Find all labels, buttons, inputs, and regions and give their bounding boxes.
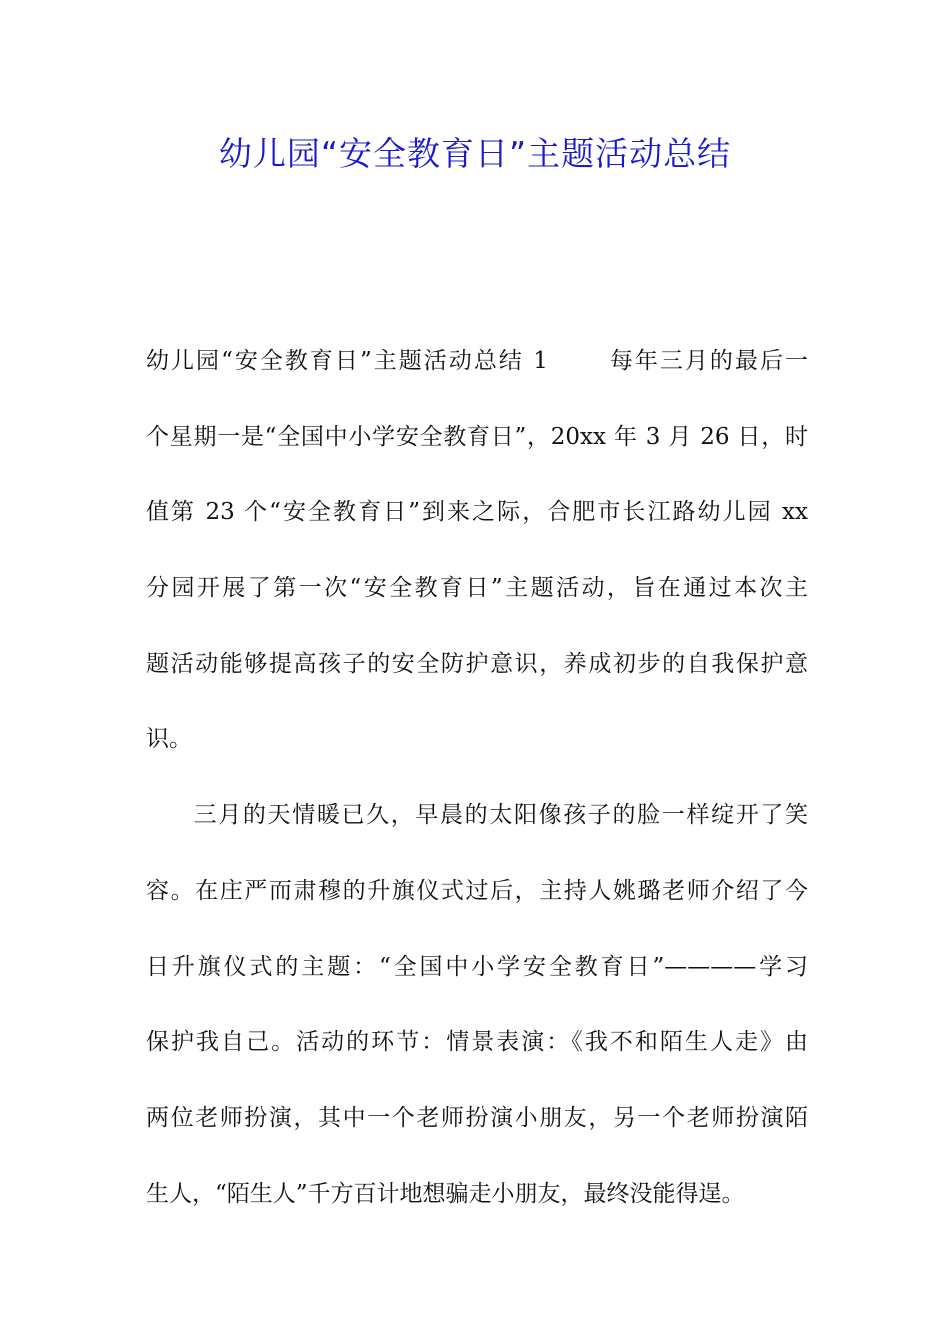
text-line: 识。 xyxy=(146,726,192,753)
text-line: 保护我自己。活动的环节：情景表演：《我不和陌生人走》由 xyxy=(146,1029,808,1056)
text-segment: 三月的天情暖已久，早晨的太阳像孩子的脸一样绽开了笑 xyxy=(192,802,808,829)
document-title: 幼儿园“安全教育日”主题活动总结 xyxy=(218,134,732,173)
text-line: 日升旗仪式的主题：“全国中小学安全教育日”————学习 xyxy=(146,953,808,980)
text-line: 个星期一是“全国中小学安全教育日”，20xx 年 3 月 26 日，时 xyxy=(146,423,808,450)
text-segment: 幼儿园“安全教育日”主题活动总结 1 xyxy=(146,348,548,374)
text-line: 两位老师扮演，其中一个老师扮演小朋友，另一个老师扮演陌 xyxy=(146,1104,808,1131)
document-body xyxy=(146,336,808,1244)
text-line: 分园开展了第一次“安全教育日”主题活动，旨在通过本次主 xyxy=(146,575,808,602)
text-line xyxy=(146,790,808,866)
text-segment: 每年三月的最后一 xyxy=(607,348,808,374)
paragraph-1 xyxy=(146,336,808,790)
text-line: 生人，“陌生人”千方百计地想骗走小朋友，最终没能得逞。 xyxy=(146,1180,745,1207)
text-line xyxy=(146,336,808,412)
paragraph-2 xyxy=(146,790,808,1244)
text-line: 容。在庄严而肃穆的升旗仪式过后，主持人姚璐老师介绍了今 xyxy=(146,877,808,904)
text-line: 题活动能够提高孩子的安全防护意识，养成初步的自我保护意 xyxy=(146,650,808,677)
text-line: 值第 23 个“安全教育日”到来之际，合肥市长江路幼儿园 xx xyxy=(146,499,808,526)
